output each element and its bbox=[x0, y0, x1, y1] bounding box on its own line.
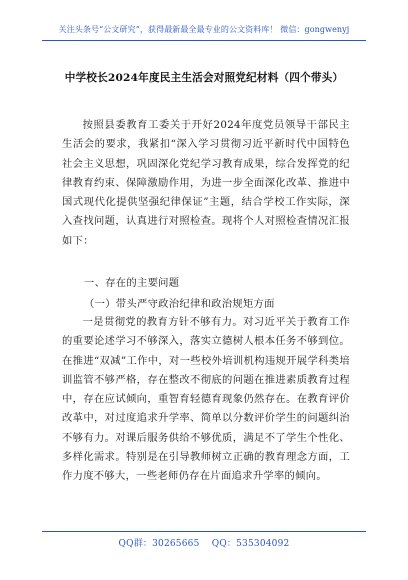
intro-paragraph: 按照县委教育工委关于开好2024年度党员领导干部民主生活会的要求，我紧扣“深入学习贯彻习近平新时代中国特色社会主义思想，巩固深化党纪学习教育成果，综合发挥党的纪律教育约束、保障激励作用，为进一步全面深化改革、推进中国式现代化提供坚强纪律保证”主题，结合学校工作实际，深入查找问题，认真进行对照检查。现将个人对照检查情况汇报如下： bbox=[62, 119, 350, 247]
section-heading: 一、存在的主要问题 bbox=[84, 277, 180, 289]
header-divider bbox=[42, 40, 366, 41]
footer-divider bbox=[42, 531, 366, 532]
footer-contact: QQ群：30265665 QQ：535304092 bbox=[118, 539, 290, 549]
document-title: 中学校长2024年度民主生活会对照党纪材料（四个带头） bbox=[64, 72, 344, 84]
subsection-heading: （一）带头严守政治纪律和政治规矩方面 bbox=[84, 298, 275, 310]
body-paragraph: 一是贯彻党的教育方针不够有力。对习近平关于教育工作的重要论述学习不够深入，落实立德树人根本任务不够到位。在推进“双减”工作中，对一些校外培训机构违规开展学科类培训监管不够严格，存在整改不彻底的问题在推进素质教育过程中，存在应试倾向，重智育轻德育现象仍然存在。在教育评价改革中，对过度追求升学率、简单以分数评价学生的问题纠治不够有力。对课后服务供给不够优质，满足不了学生个性化、多样化需求。特别是在引导教师树立正确的教育理念方面，工作力度不够大，一些老师仍存在片面追求升学率的倾向。 bbox=[62, 316, 350, 483]
header-banner: 关注头条号“公文研究”，获得最新最全最专业的公文资料库！ 微信：gongwenyj bbox=[58, 25, 350, 34]
